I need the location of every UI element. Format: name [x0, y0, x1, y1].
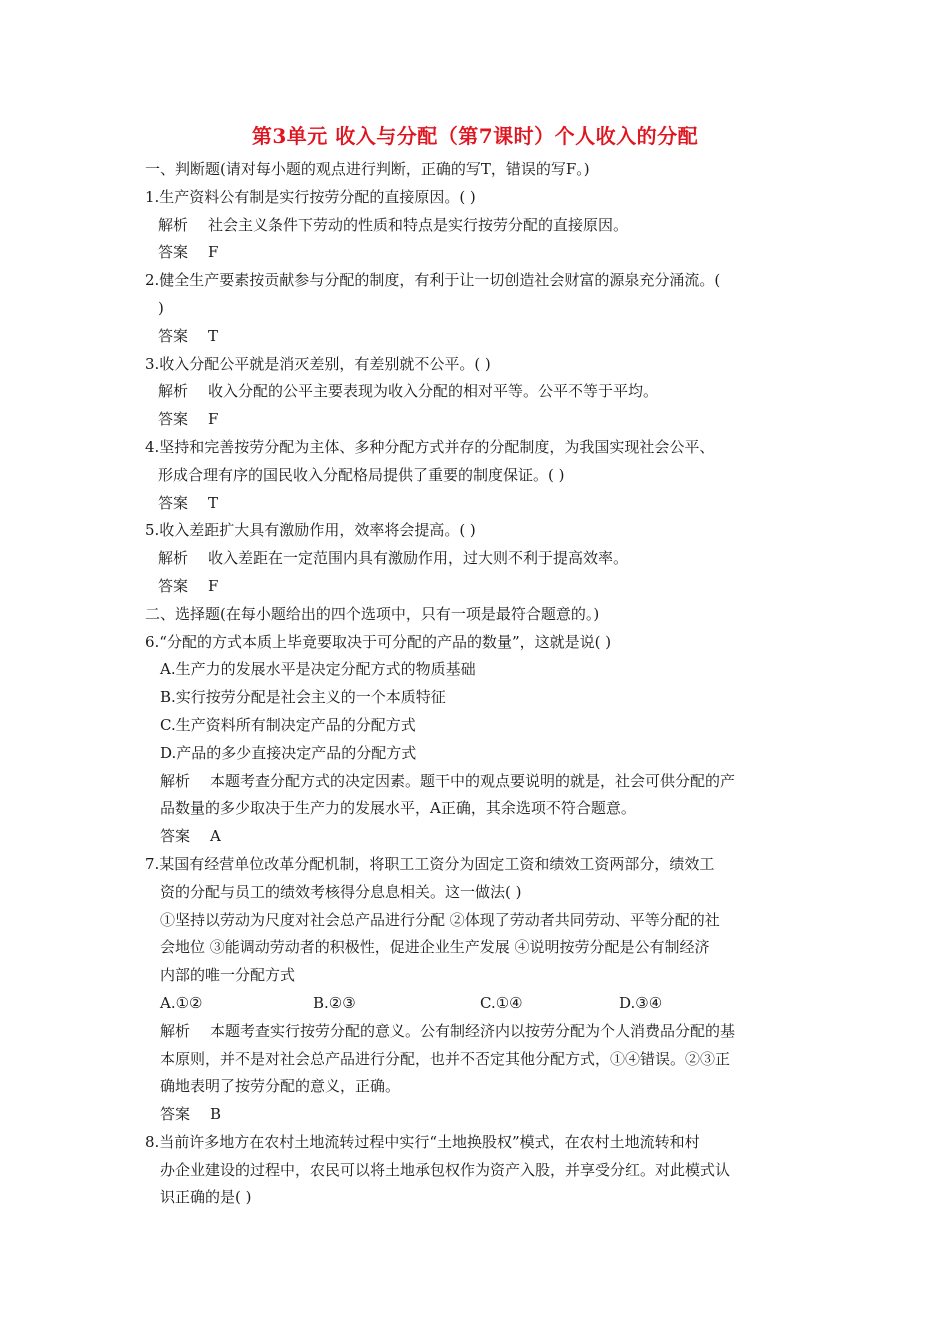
section-heading-judgement: 一、判断题(请对每小题的观点进行判断，正确的写T，错误的写F。) — [145, 160, 590, 178]
question-7-options — [145, 990, 810, 1018]
question-7-option-b: B.②③ — [313, 993, 356, 1012]
question-1-analysis — [145, 212, 810, 240]
answer-label: 答案 — [160, 827, 191, 846]
question-6-stem: 6.“分配的方式本质上毕竟要取决于可分配的产品的数量”，这就是说( ) — [145, 632, 612, 651]
question-6-analysis — [145, 768, 810, 796]
answer-label: 答案 — [158, 576, 189, 595]
page-title: 第3单元 收入与分配（第7课时）个人收入的分配 — [251, 124, 699, 148]
question-5-stem: 5.收入差距扩大具有激励作用，效率将会提高。( ) — [145, 521, 476, 540]
question-6-option-c: C.生产资料所有制决定产品的分配方式 — [160, 715, 416, 734]
document-body — [145, 156, 810, 1212]
question-7-analysis-cont-2: 确地表明了按劳分配的意义，正确。 — [160, 1077, 401, 1096]
answer-value: F — [208, 576, 219, 595]
question-8-stem-line-1: 8.当前许多地方在农村土地流转过程中实行“土地换股权”模式，在农村土地流转和村 — [145, 1132, 700, 1151]
section-heading-choice: 二、选择题(在每小题给出的四个选项中，只有一项是最符合题意的。) — [145, 604, 600, 623]
answer-value: T — [208, 493, 219, 512]
question-6-option-a: A.生产力的发展水平是决定分配方式的物质基础 — [160, 660, 476, 679]
question-7-stem-line-2: 资的分配与员工的绩效考核得分息息相关。这一做法( ) — [160, 882, 522, 901]
question-5-analysis — [145, 545, 810, 573]
question-4-stem-line-2: 形成合理有序的国民收入分配格局提供了重要的制度保证。( ) — [158, 465, 565, 484]
analysis-text: 本题考查分配方式的决定因素。题干中的观点要说明的就是，社会可供分配的产 — [210, 771, 736, 790]
question-2-stem-line-1: 2.健全生产要素按贡献参与分配的制度，有利于让一切创造社会财富的源泉充分涌流。( — [145, 271, 721, 290]
question-7-option-c: C.①④ — [480, 993, 523, 1012]
question-3-stem: 3.收入分配公平就是消灭差别，有差别就不公平。( ) — [145, 354, 491, 373]
question-2-answer — [145, 323, 810, 351]
question-1-answer — [145, 239, 810, 267]
question-1-stem: 1.生产资料公有制是实行按劳分配的直接原因。( ) — [145, 187, 476, 206]
answer-label: 答案 — [158, 243, 189, 262]
analysis-label: 解析 — [158, 215, 189, 234]
analysis-label: 解析 — [160, 1021, 191, 1040]
answer-label: 答案 — [158, 326, 189, 345]
answer-label: 答案 — [160, 1105, 191, 1124]
question-4-stem-line-1: 4.坚持和完善按劳分配为主体、多种分配方式并存的分配制度，为我国实现社会公平、 — [145, 437, 715, 456]
question-7-answer — [145, 1101, 810, 1129]
analysis-text: 社会主义条件下劳动的性质和特点是实行按劳分配的直接原因。 — [208, 215, 629, 234]
answer-label: 答案 — [158, 410, 189, 429]
analysis-label: 解析 — [158, 382, 189, 401]
question-6-option-d: D.产品的多少直接决定产品的分配方式 — [160, 743, 417, 762]
analysis-label: 解析 — [160, 771, 191, 790]
question-6-answer — [145, 823, 810, 851]
question-2-stem-line-2: ) — [158, 298, 164, 317]
answer-value: F — [208, 243, 219, 262]
analysis-label: 解析 — [158, 549, 189, 568]
analysis-text: 收入分配的公平主要表现为收入分配的相对平等。公平不等于平均。 — [208, 382, 659, 401]
analysis-text: 本题考查实行按劳分配的意义。公有制经济内以按劳分配为个人消费品分配的基 — [210, 1021, 736, 1040]
answer-label: 答案 — [158, 493, 189, 512]
question-7-stem-line-1: 7.某国有经营单位改革分配机制，将职工工资分为固定工资和绩效工资两部分，绩效工 — [145, 854, 715, 873]
question-7-analysis-cont-1: 本原则，并不是对社会总产品进行分配，也并不否定其他分配方式，①④错误。②③正 — [160, 1049, 731, 1068]
question-3-answer — [145, 406, 810, 434]
question-6-option-b: B.实行按劳分配是社会主义的一个本质特征 — [160, 688, 446, 707]
question-7-items-line-2: 会地位 ③能调动劳动者的积极性，促进企业生产发展 ④说明按劳分配是公有制经济 — [160, 938, 710, 957]
question-3-analysis — [145, 378, 810, 406]
question-7-option-a: A.①② — [160, 993, 203, 1012]
question-8-stem-line-2: 办企业建设的过程中，农民可以将土地承包权作为资产入股，并享受分红。对此模式认 — [160, 1160, 731, 1179]
question-7-analysis — [145, 1018, 810, 1046]
question-4-answer — [145, 490, 810, 518]
question-8-stem-line-3: 识正确的是( ) — [160, 1188, 252, 1207]
answer-value: T — [208, 326, 219, 345]
question-7-items-line-1: ①坚持以劳动为尺度对社会总产品进行分配 ②体现了劳动者共同劳动、平等分配的社 — [160, 910, 720, 929]
question-6-analysis-cont: 品数量的多少取决于生产力的发展水平，A正确，其余选项不符合题意。 — [160, 799, 636, 818]
question-5-answer — [145, 573, 810, 601]
analysis-text: 收入差距在一定范围内具有激励作用，过大则不利于提高效率。 — [208, 549, 629, 568]
answer-value: B — [210, 1105, 222, 1124]
answer-value: F — [208, 410, 219, 429]
answer-value: A — [210, 827, 221, 846]
question-7-option-d: D.③④ — [619, 993, 663, 1012]
question-7-items-line-3: 内部的唯一分配方式 — [160, 966, 296, 985]
